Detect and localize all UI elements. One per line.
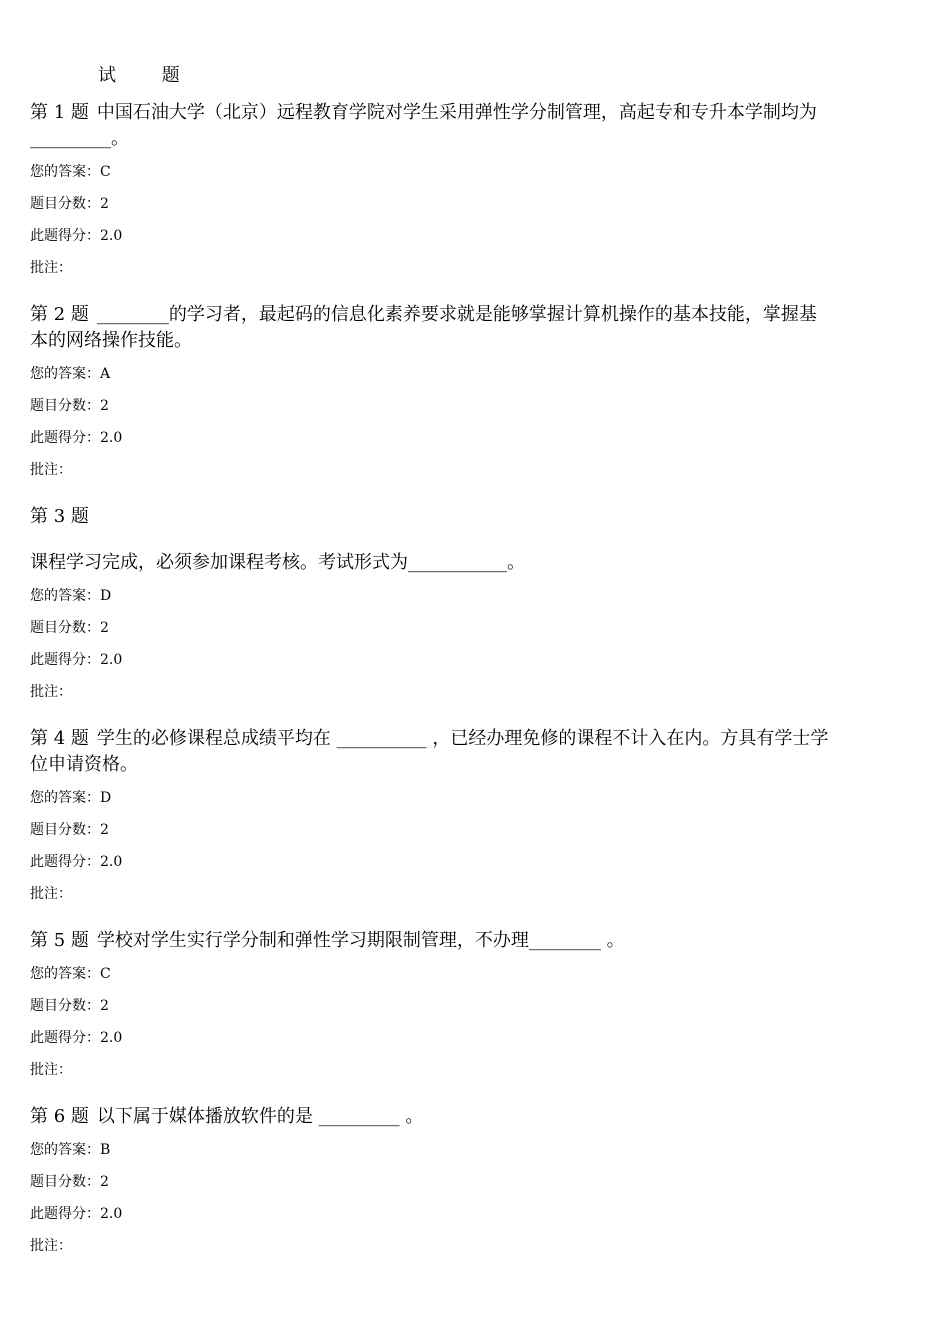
question-body: 中国石油大学（北京）远程教育学院对学生采用弹性学分制管理，高起专和专升本学制均为_________。 (30, 102, 817, 149)
score-label: 此题得分： (30, 854, 100, 870)
score-label: 此题得分： (30, 1206, 100, 1222)
comment-label: 批注： (30, 684, 72, 700)
answer-value: D (100, 588, 112, 604)
points-value: 2 (100, 620, 109, 636)
score-value: 2.0 (100, 652, 123, 668)
points-label: 题目分数： (30, 196, 100, 212)
comment-row (30, 460, 830, 480)
answer-row (30, 586, 830, 606)
comment-row (30, 1236, 830, 1256)
answer-label: 您的答案： (30, 366, 100, 382)
answer-label: 您的答案： (30, 1142, 100, 1158)
answer-value: B (100, 1142, 111, 1158)
score-value: 2.0 (100, 1206, 123, 1222)
points-label: 题目分数： (30, 398, 100, 414)
answer-value: D (100, 790, 112, 806)
answer-row (30, 964, 830, 984)
score-value: 2.0 (100, 228, 123, 244)
question-4 (30, 726, 830, 904)
question-number: 第 4 题 (30, 728, 89, 749)
points-row (30, 1172, 830, 1192)
question-body: ________的学习者，最起码的信息化素养要求就是能够掌握计算机操作的基本技能，掌握基本的网络操作技能。 (30, 304, 817, 351)
score-row (30, 428, 830, 448)
comment-row (30, 682, 830, 702)
answer-label: 您的答案： (30, 588, 100, 604)
score-label: 此题得分： (30, 652, 100, 668)
score-value: 2.0 (100, 854, 123, 870)
comment-label: 批注： (30, 1238, 72, 1254)
answer-value: A (100, 366, 111, 382)
answer-row (30, 364, 830, 384)
question-body: 以下属于媒体播放软件的是 _________ 。 (96, 1106, 424, 1127)
score-row (30, 226, 830, 246)
comment-label: 批注： (30, 886, 72, 902)
comment-label: 批注： (30, 462, 72, 478)
answer-label: 您的答案： (30, 790, 100, 806)
comment-label: 批注： (30, 260, 72, 276)
question-text (30, 1104, 830, 1130)
points-label: 题目分数： (30, 998, 100, 1014)
question-body: 课程学习完成，必须参加课程考核。考试形式为___________。 (30, 552, 525, 573)
comment-label: 批注： (30, 1062, 72, 1078)
points-value: 2 (100, 998, 109, 1014)
comment-row (30, 884, 830, 904)
question-2 (30, 302, 830, 480)
score-value: 2.0 (100, 430, 123, 446)
score-row (30, 1204, 830, 1224)
question-1 (30, 100, 830, 278)
answer-value: C (100, 164, 111, 180)
question-number: 第 1 题 (30, 102, 89, 123)
score-label: 此题得分： (30, 1030, 100, 1046)
answer-row (30, 1140, 830, 1160)
points-label: 题目分数： (30, 822, 100, 838)
question-text (30, 726, 830, 778)
exam-document (30, 64, 830, 1280)
points-row (30, 618, 830, 638)
points-value: 2 (100, 1174, 109, 1190)
points-row (30, 396, 830, 416)
question-number: 第 2 题 (30, 304, 89, 325)
score-row (30, 650, 830, 670)
question-text (30, 928, 830, 954)
score-value: 2.0 (100, 1030, 123, 1046)
answer-value: C (100, 966, 111, 982)
question-text (30, 302, 830, 354)
question-3 (30, 504, 830, 702)
points-value: 2 (100, 398, 109, 414)
score-label: 此题得分： (30, 430, 100, 446)
question-5 (30, 928, 830, 1080)
score-row (30, 1028, 830, 1048)
question-number: 第 6 题 (30, 1106, 89, 1127)
page-title: 试 题 (98, 65, 200, 86)
points-label: 题目分数： (30, 620, 100, 636)
question-body: 学校对学生实行学分制和弹性学习期限制管理，不办理________ 。 (96, 930, 625, 951)
score-label: 此题得分： (30, 228, 100, 244)
points-value: 2 (100, 196, 109, 212)
points-label: 题目分数： (30, 1174, 100, 1190)
question-text (30, 100, 830, 152)
question-body: 学生的必修课程总成绩平均在 __________ ，已经办理免修的课程不计入在内。方具有学士学位申请资格。 (30, 728, 829, 775)
points-row (30, 820, 830, 840)
answer-label: 您的答案： (30, 164, 100, 180)
points-row (30, 194, 830, 214)
question-number: 第 5 题 (30, 930, 89, 951)
answer-row (30, 788, 830, 808)
points-row (30, 996, 830, 1016)
question-6 (30, 1104, 830, 1256)
comment-row (30, 258, 830, 278)
question-number: 第 3 题 (30, 506, 89, 527)
answer-row (30, 162, 830, 182)
answer-label: 您的答案： (30, 966, 100, 982)
points-value: 2 (100, 822, 109, 838)
score-row (30, 852, 830, 872)
comment-row (30, 1060, 830, 1080)
